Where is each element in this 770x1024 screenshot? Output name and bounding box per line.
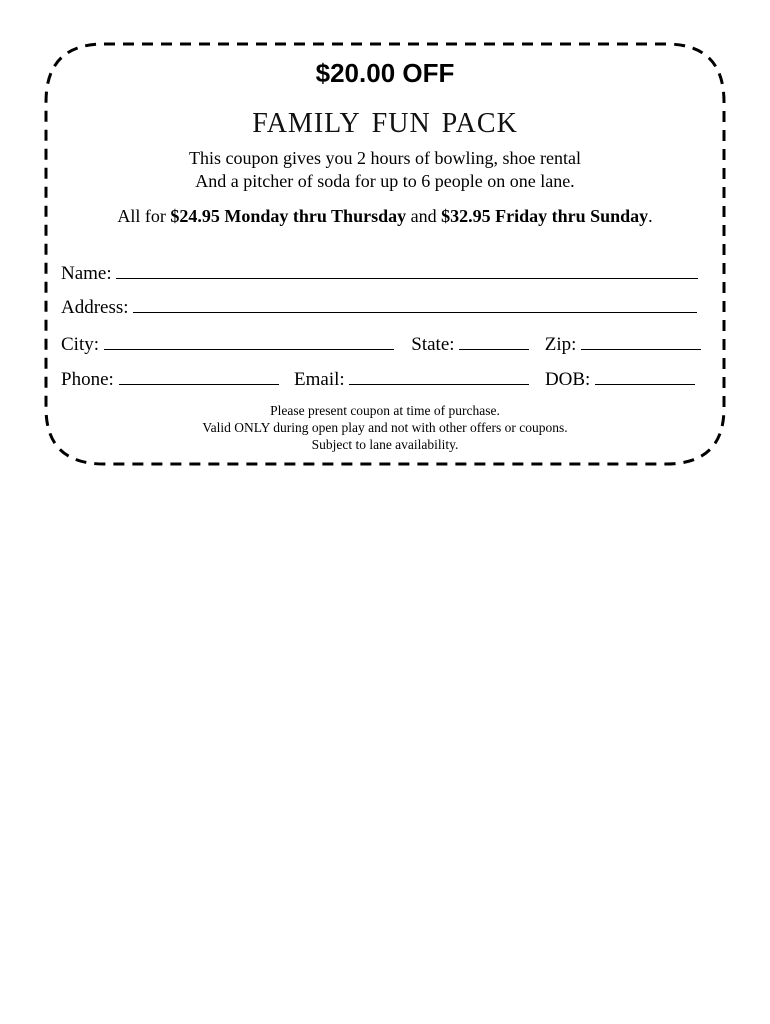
description-line: This coupon gives you 2 hours of bowling, shoe rental — [189, 148, 581, 168]
state-blank[interactable] — [459, 332, 529, 350]
pricing-text — [44, 205, 726, 227]
fine-print-line: Valid ONLY during open play and not with other offers or coupons. — [202, 420, 568, 435]
discount-headline: $20.00 OFF — [315, 58, 455, 88]
name-field-row — [61, 261, 707, 285]
description-line: And a pitcher of soda for up to 6 people on one lane. — [195, 171, 575, 191]
coupon — [44, 42, 726, 466]
name-blank[interactable] — [116, 261, 698, 279]
city-blank[interactable] — [104, 332, 394, 350]
city-state-zip-row — [61, 332, 707, 356]
weekend-price: $32.95 Friday thru Sunday — [441, 206, 649, 226]
fine-print — [44, 402, 726, 453]
coupon-description — [44, 147, 726, 193]
pricing-prefix: All for — [117, 206, 171, 226]
weekday-price: $24.95 Monday thru Thursday — [170, 206, 407, 226]
pricing-suffix: . — [648, 206, 653, 226]
email-label: Email: — [294, 369, 345, 390]
phone-label: Phone: — [61, 369, 114, 390]
name-label: Name: — [61, 263, 112, 284]
city-label: City: — [61, 334, 100, 355]
zip-label: Zip: — [544, 334, 577, 355]
phone-blank[interactable] — [119, 367, 279, 385]
address-label: Address: — [61, 297, 129, 318]
pack-title: family fun pack — [252, 96, 518, 141]
fine-print-line: Subject to lane availability. — [311, 437, 459, 452]
email-blank[interactable] — [349, 367, 529, 385]
state-label: State: — [411, 334, 455, 355]
fine-print-line: Please present coupon at time of purchase. — [270, 403, 500, 418]
phone-email-dob-row — [61, 367, 707, 391]
address-blank[interactable] — [133, 295, 697, 313]
zip-blank[interactable] — [581, 332, 701, 350]
dob-label: DOB: — [544, 369, 591, 390]
dob-blank[interactable] — [595, 367, 695, 385]
pricing-joiner: and — [406, 206, 442, 226]
address-field-row — [61, 295, 707, 319]
